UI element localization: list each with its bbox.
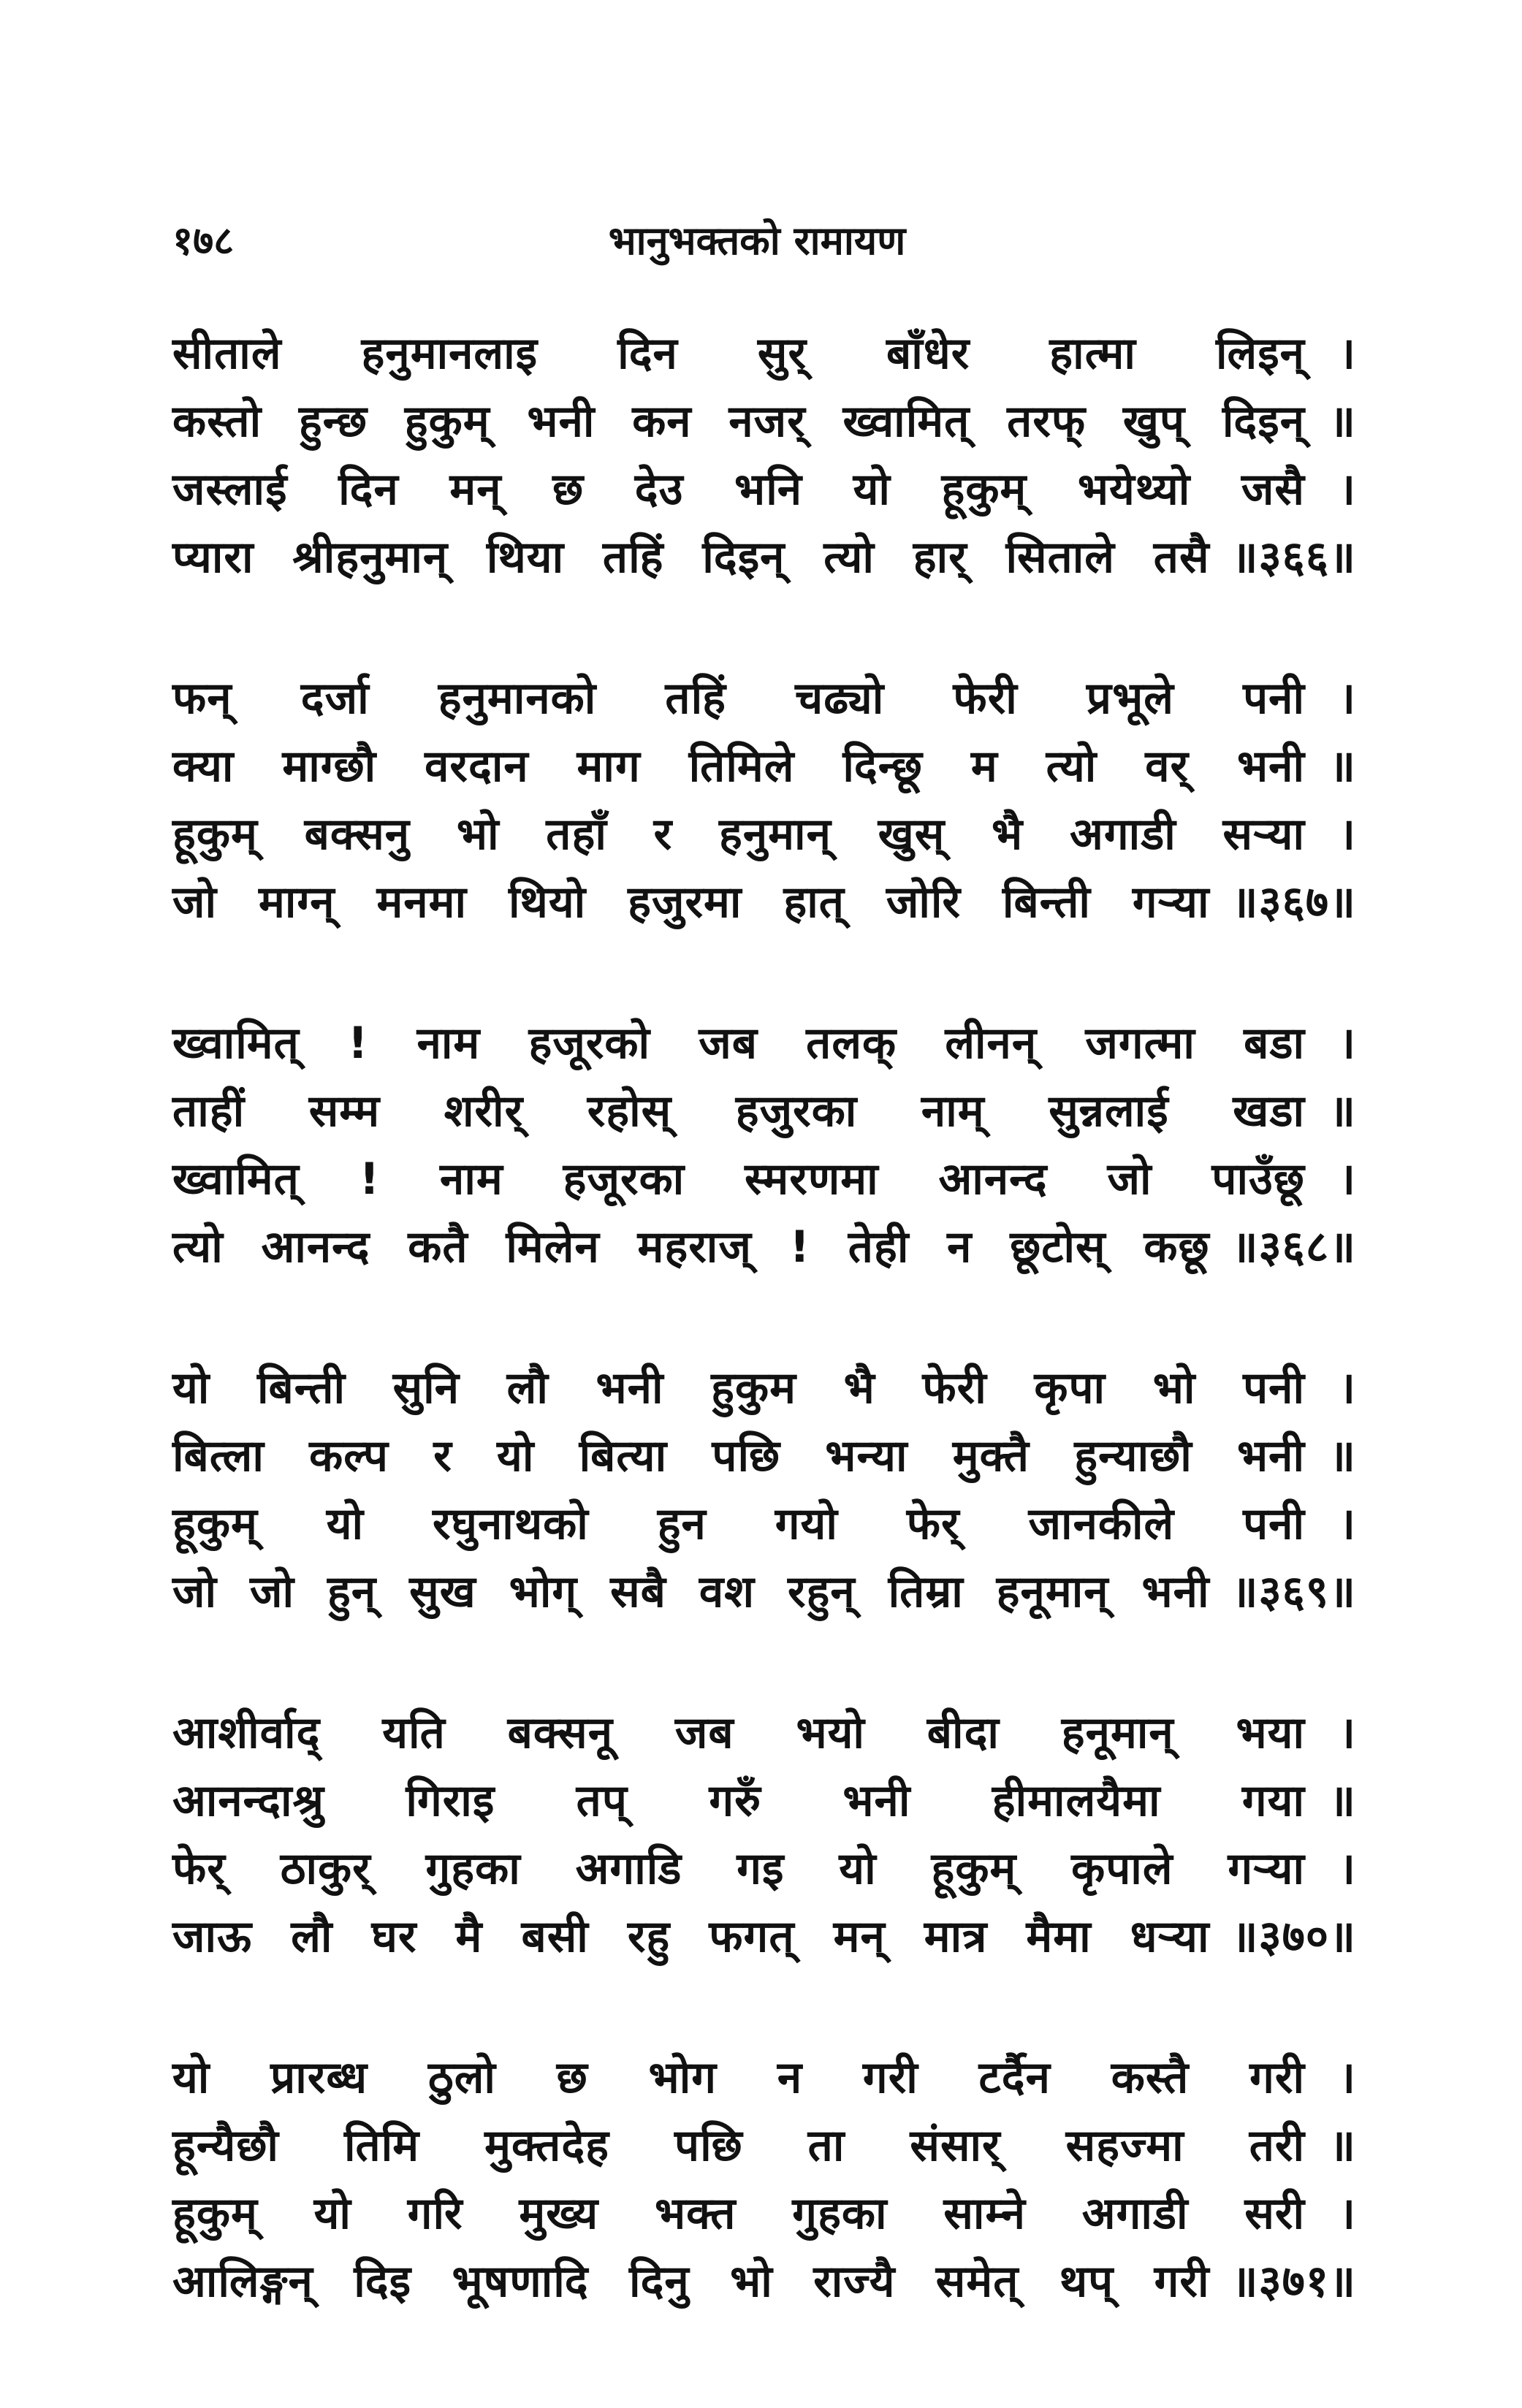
page-number: १७८: [172, 218, 235, 264]
verse-line: [172, 1905, 1356, 1973]
verse-line: [172, 1701, 1356, 1769]
verse-text: जो जो हुन् सुख भोग् सबै वश रहुन् तिम्रा हनूमान् भनी: [172, 1566, 1210, 1618]
verse-line: [172, 2114, 1356, 2182]
verse-line: [172, 457, 1356, 525]
verse-text: यो प्रारब्ध ठुलो छ भोग न गरी टर्दैन कस्तै गरी: [172, 2052, 1305, 2103]
verse-line: [172, 525, 1356, 593]
verse-text: प्यारा श्रीहनुमान् थिया तहिं दिइन् त्यो हार् सिताले तसै: [172, 532, 1210, 583]
verse-number: ॥३६८॥: [1231, 1222, 1356, 1273]
verse-end-mark: ।: [1339, 1498, 1356, 1550]
verse-text: ताहीं सम्म शरीर् रहोस् हजुरका नाम् सुन्नलाई खडा: [172, 1086, 1305, 1137]
verse-end-mark: ।: [1339, 328, 1356, 379]
verse-end-mark: ॥: [1329, 1430, 1356, 1482]
verse-text: हूकुम् बक्सनु भो तहाँ र हनुमान् खुस् भै अगाडी सऱ्या: [172, 809, 1305, 860]
verse-number: ॥३७०॥: [1231, 1911, 1356, 1962]
verse-end-mark: ।: [1339, 1363, 1356, 1414]
verse-number: ॥३६६॥: [1231, 532, 1356, 583]
page-header: [172, 212, 1342, 270]
verse-line: [172, 1147, 1356, 1215]
verse-line: [172, 321, 1356, 389]
verse-line: [172, 802, 1356, 870]
verse-end-mark: ।: [1339, 1843, 1356, 1894]
verse-line: [172, 1079, 1356, 1147]
verse-number: ॥३७१॥: [1231, 2256, 1356, 2307]
verse-end-mark: ।: [1339, 1707, 1356, 1759]
verse-line: [172, 1837, 1356, 1905]
verse-text: हूकुम् यो रघुनाथको हुन गयो फेर् जानकीले पनी: [172, 1498, 1305, 1550]
verse-line: [172, 734, 1356, 802]
verse-text: त्यो आनन्द कतै मिलेन महराज् ! तेही न छूटोस् कछू: [172, 1222, 1210, 1273]
verse-line: [172, 2182, 1356, 2249]
stanza-368: [172, 1011, 1356, 1283]
verse-text: जो माग्न् मनमा थियो हजुरमा हात् जोरि बिन्ती गऱ्या: [172, 877, 1210, 928]
stanza-369: [172, 1356, 1356, 1628]
verse-text: जस्लाई दिन मन् छ देउ भनि यो हूकुम् भयेथ्यो जसै: [172, 464, 1305, 515]
verse-line: [172, 1215, 1356, 1283]
verse-text: हून्यैछौ तिमि मुक्तदेह पछि ता संसार् सहज्मा तरी: [172, 2120, 1305, 2171]
verse-end-mark: ॥: [1329, 741, 1356, 792]
verse-line: [172, 1424, 1356, 1492]
verse-line: [172, 1011, 1356, 1079]
verse-text: फन् दर्जा हनुमानको तहिं चढ्यो फेरी प्रभूले पनी: [172, 673, 1305, 724]
verse-text: जाऊ लौ घर मै बसी रहु फगत् मन् मात्र मैमा धऱ्या: [172, 1911, 1210, 1962]
running-title: भानुभक्तको रामायण: [608, 218, 906, 264]
verse-text: कस्तो हुन्छ हुकुम् भनी कन नजर् ख्वामित् तरफ् खुप् दिइन्: [172, 396, 1305, 447]
verse-line: [172, 1492, 1356, 1560]
verse-text: आनन्दाश्रु गिराइ तप् गरुँ भनी हीमालयैमा गया: [172, 1775, 1305, 1826]
verse-text: सीताले हनुमानलाइ दिन सुर् बाँधेर हात्मा लिइन्: [172, 328, 1305, 379]
verse-line: [172, 666, 1356, 734]
verse-line: [172, 1769, 1356, 1837]
verse-end-mark: ।: [1339, 1018, 1356, 1069]
verse-end-mark: ।: [1339, 2052, 1356, 2103]
stanza-366: [172, 321, 1356, 593]
stanza-367: [172, 666, 1356, 938]
verse-line: [172, 389, 1356, 457]
stanza-370: [172, 1701, 1356, 1973]
verse-line: [172, 870, 1356, 938]
verse-end-mark: ॥: [1329, 396, 1356, 447]
verse-text: ख्वामित् ! नाम हजूरको जब तलक् लीनन् जगत्मा बडा: [172, 1018, 1305, 1069]
verse-end-mark: ॥: [1329, 1775, 1356, 1826]
verse-end-mark: ॥: [1329, 1086, 1356, 1137]
verse-line: [172, 2249, 1356, 2317]
verse-end-mark: ।: [1339, 809, 1356, 860]
verse-text: आलिङ्गन् दिइ भूषणादि दिनु भो राज्यै समेत् थप् गरी: [172, 2256, 1210, 2307]
verse-text: फेर् ठाकुर् गुहका अगाडि गइ यो हूकुम् कृपाले गऱ्या: [172, 1843, 1305, 1894]
verse-line: [172, 2046, 1356, 2114]
verse-number: ॥३६९॥: [1231, 1566, 1356, 1618]
verse-text: क्या माग्छौ वरदान माग तिमिले दिन्छू म त्यो वर् भनी: [172, 741, 1305, 792]
verse-line: [172, 1560, 1356, 1628]
stanza-371: [172, 2046, 1356, 2317]
verse-end-mark: ।: [1339, 2188, 1356, 2239]
verse-text: हूकुम् यो गरि मुख्य भक्त गुहका साम्ने अगाडी सरी: [172, 2188, 1305, 2239]
verse-text: यो बिन्ती सुनि लौ भनी हुकुम भै फेरी कृपा भो पनी: [172, 1363, 1305, 1414]
verse-block: [172, 321, 1356, 2390]
verse-end-mark: ।: [1339, 1154, 1356, 1205]
verse-end-mark: ।: [1339, 673, 1356, 724]
verse-text: ख्वामित् ! नाम हजूरका स्मरणमा आनन्द जो पाउँछू: [172, 1154, 1305, 1205]
verse-end-mark: ।: [1339, 464, 1356, 515]
verse-end-mark: ॥: [1329, 2120, 1356, 2171]
verse-line: [172, 1356, 1356, 1424]
verse-number: ॥३६७॥: [1231, 877, 1356, 928]
verse-text: बित्ला कल्प र यो बित्या पछि भन्या मुक्तै हुन्याछौ भनी: [172, 1430, 1305, 1482]
verse-text: आशीर्वाद् यति बक्सनू जब भयो बीदा हनूमान् भया: [172, 1707, 1305, 1759]
